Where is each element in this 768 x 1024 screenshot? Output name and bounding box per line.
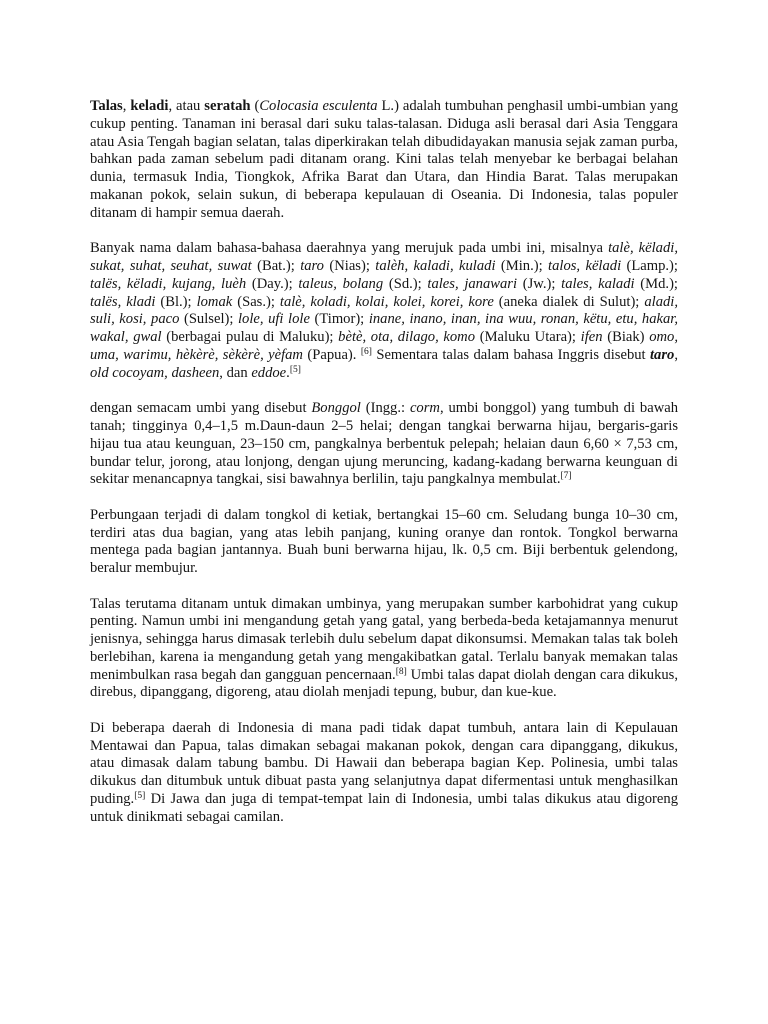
text-run: L.) adalah tumbuhan penghasil umbi-umbian yang cukup penting. Tanaman ini berasal dari suku talas-talasan. Diduga asli berasal dari Asia Tenggara atau Asia Tengah bagian selatan, talas diperkirakan telah dibudidayakan manusia sejak zaman purba, bahkan pada zaman sebelum padi ditanam orang. Kini talas telah menyebar ke berbagai belahan dunia, termasuk India, Tiongkok, Afrika Barat dan Utara, dan Hindia Barat. Talas merupakan makanan pokok, selain sukun, di beberapa kepulauan di Oseania. Di Indonesia, talas populer ditanam di hampir semua daerah. [90, 98, 679, 221]
text-run: (Timor); [309, 311, 369, 328]
text-run: (Biak) [602, 329, 650, 346]
italic-term: Bonggol [311, 400, 361, 417]
text-run: Perbungaan terjadi di dalam tongkol di ketiak, bertangkai 15–60 cm. Seludang bunga 10–30 cm, terdiri atas dua bagian, yang atas lebih panjang, kuning oranye dan rontok. Tongkol berwarna mentega pada bagian jantannya. Buah buni berwarna hijau, lk. 0,5 cm. Biji berbentuk gelendong, beralur membujur. [90, 506, 678, 577]
text-run: , umbi bonggol) yang tumbuh di bawah tanah; tingginya 0,4–1,5 m.Daun-daun 2–5 helai; dengan tangkai berwarna hijau, bergaris-garis hijau tua atau keunguan, 23–150 cm, pangkalnya berbentuk pelepah; helaian daun 6,60 × 7,53 cm, bundar telur, jorong, atau lonjong, dengan ujung meruncing, kadang-kadang berwarna keunguan di sekitar menancapnya tangkai, sisi bawahnya berlilin, taju pangkalnya membulat. [90, 400, 679, 488]
italic-term: lole, ufi lole [237, 311, 310, 328]
italic-term: talèh, kaladi, kuladi [375, 257, 496, 274]
text-run: , [122, 98, 131, 114]
italic-term: inane, inano, inan, ina wuu, ronan, këtu, etu, hakar, wakal, gwal [90, 311, 678, 346]
text-run: . [286, 364, 290, 381]
citation-ref: [5] [289, 364, 301, 375]
italic-term: talës, kladi [90, 293, 156, 310]
text-run: , atau [168, 98, 205, 114]
text-run: ( [250, 98, 260, 114]
text-run: Umbi talas dapat diolah dengan cara dikukus, direbus, dipanggang, digoreng, atau diolah menjadi tepung, bubur, dan kue-kue. [90, 666, 679, 701]
text-run: (Jw.); [517, 275, 562, 292]
italic-term: omo, uma, warimu, hèkèrè, sèkèrè, yèfam [90, 329, 678, 363]
text-run: (Ingg.: [360, 400, 410, 417]
italic-term: Colocasia esculenta [259, 98, 378, 114]
italic-term: talos, këladi [548, 257, 622, 274]
italic-term: lomak [196, 293, 233, 310]
citation-ref: [5] [134, 791, 146, 802]
citation-ref: [7] [560, 471, 572, 482]
paragraph-regional-names [90, 240, 678, 382]
italic-term: corm [409, 400, 440, 417]
paragraph-morphology [90, 400, 678, 489]
italic-term: tales, kaladi [561, 275, 635, 292]
italic-term: bètè, ota, dilago, komo [338, 329, 476, 346]
italic-term: taro [300, 257, 324, 274]
text-run: dengan semacam umbi yang disebut [90, 400, 312, 417]
text-run: (aneka dialek di Sulut); [493, 293, 645, 310]
text-run: Di beberapa daerah di Indonesia di mana padi tidak dapat tumbuh, antara lain di Kepulauan Mentawai dan Papua, talas dimakan sebagai makanan pokok, dengan cara dipanggang, dikukus, atau dimasak dalam tabung bambu. Di Hawaii dan beberapa bagian Kep. Polinesia, umbi talas dikukus dan ditumbuk untuk dibuat pasta yang selanjutnya dapat difermentasi untuk menghasilkan puding. [90, 719, 678, 808]
italic-term: aladi, suli, kosi, paco [90, 293, 678, 328]
citation-ref: [6] [360, 346, 372, 357]
italic-term: tales, janawari [427, 275, 518, 292]
paragraph-inflorescence [90, 507, 678, 578]
text-run: (berbagai pulau di Maluku); [161, 329, 339, 346]
italic-term: talè, koladi, kolai, kolei, korei, kore [279, 293, 494, 310]
paragraph-intro [90, 98, 678, 223]
italic-term: eddoe [251, 364, 287, 381]
text-run: (Sulsel); [179, 311, 238, 328]
text-run: (Papua). [302, 346, 361, 363]
text-run: (Maluku Utara); [475, 329, 581, 346]
italic-term: talè, këladi, sukat, suhat, seuhat, suwat [90, 240, 678, 274]
text-run: (Md.); [634, 275, 678, 292]
text-run: , [674, 346, 678, 363]
paragraph-uses [90, 596, 678, 703]
text-run: (Sas.); [232, 293, 280, 310]
text-run: Banyak nama dalam bahasa-bahasa daerahnya yang merujuk pada umbi ini, misalnya [90, 240, 609, 257]
text-run: (Bat.); [251, 257, 301, 274]
text-run: (Lamp.); [621, 257, 678, 274]
text-run: (Sd.); [383, 275, 428, 292]
paragraph-staple-food [90, 720, 678, 827]
italic-term: taleus, bolang [298, 275, 384, 292]
text-run: (Min.); [495, 257, 549, 274]
bold-term: Talas [90, 98, 123, 114]
text-run: , dan [219, 364, 252, 381]
text-run: Di Jawa dan juga di tempat-tempat lain di Indonesia, umbi talas dikukus atau digoreng untuk dinikmati sebagai camilan. [90, 791, 678, 825]
text-run: (Day.); [246, 275, 299, 292]
text-run: (Bl.); [155, 293, 197, 310]
text-run: (Nias); [323, 257, 376, 274]
bold-term: keladi [130, 98, 169, 114]
text-run: Sementara talas dalam bahasa Inggris disebut [371, 346, 650, 363]
text-run: Talas terutama ditanam untuk dimakan umbinya, yang merupakan sumber karbohidrat yang cukup penting. Namun umbi ini mengandung getah yang gatal, yang berbeda-beda ketajamannya menurut jenisnya, sehingga harus dimasak terlebih dulu sebelum dapat dikonsumsi. Memakan talas tak boleh berlebihan, karena ia mengandung getah yang mengakibatkan gatal. Terlalu banyak memakan talas menimbulkan rasa begah dan gangguan pencernaan. [90, 595, 678, 683]
italic-term: old cocoyam, dasheen [90, 364, 220, 381]
italic-term: ifen [580, 329, 603, 346]
citation-ref: [8] [395, 666, 407, 677]
bold-italic-term: taro [650, 346, 675, 363]
document-body [90, 98, 678, 844]
bold-term: seratah [204, 98, 251, 114]
italic-term: talës, këladi, kujang, luèh [90, 275, 247, 292]
